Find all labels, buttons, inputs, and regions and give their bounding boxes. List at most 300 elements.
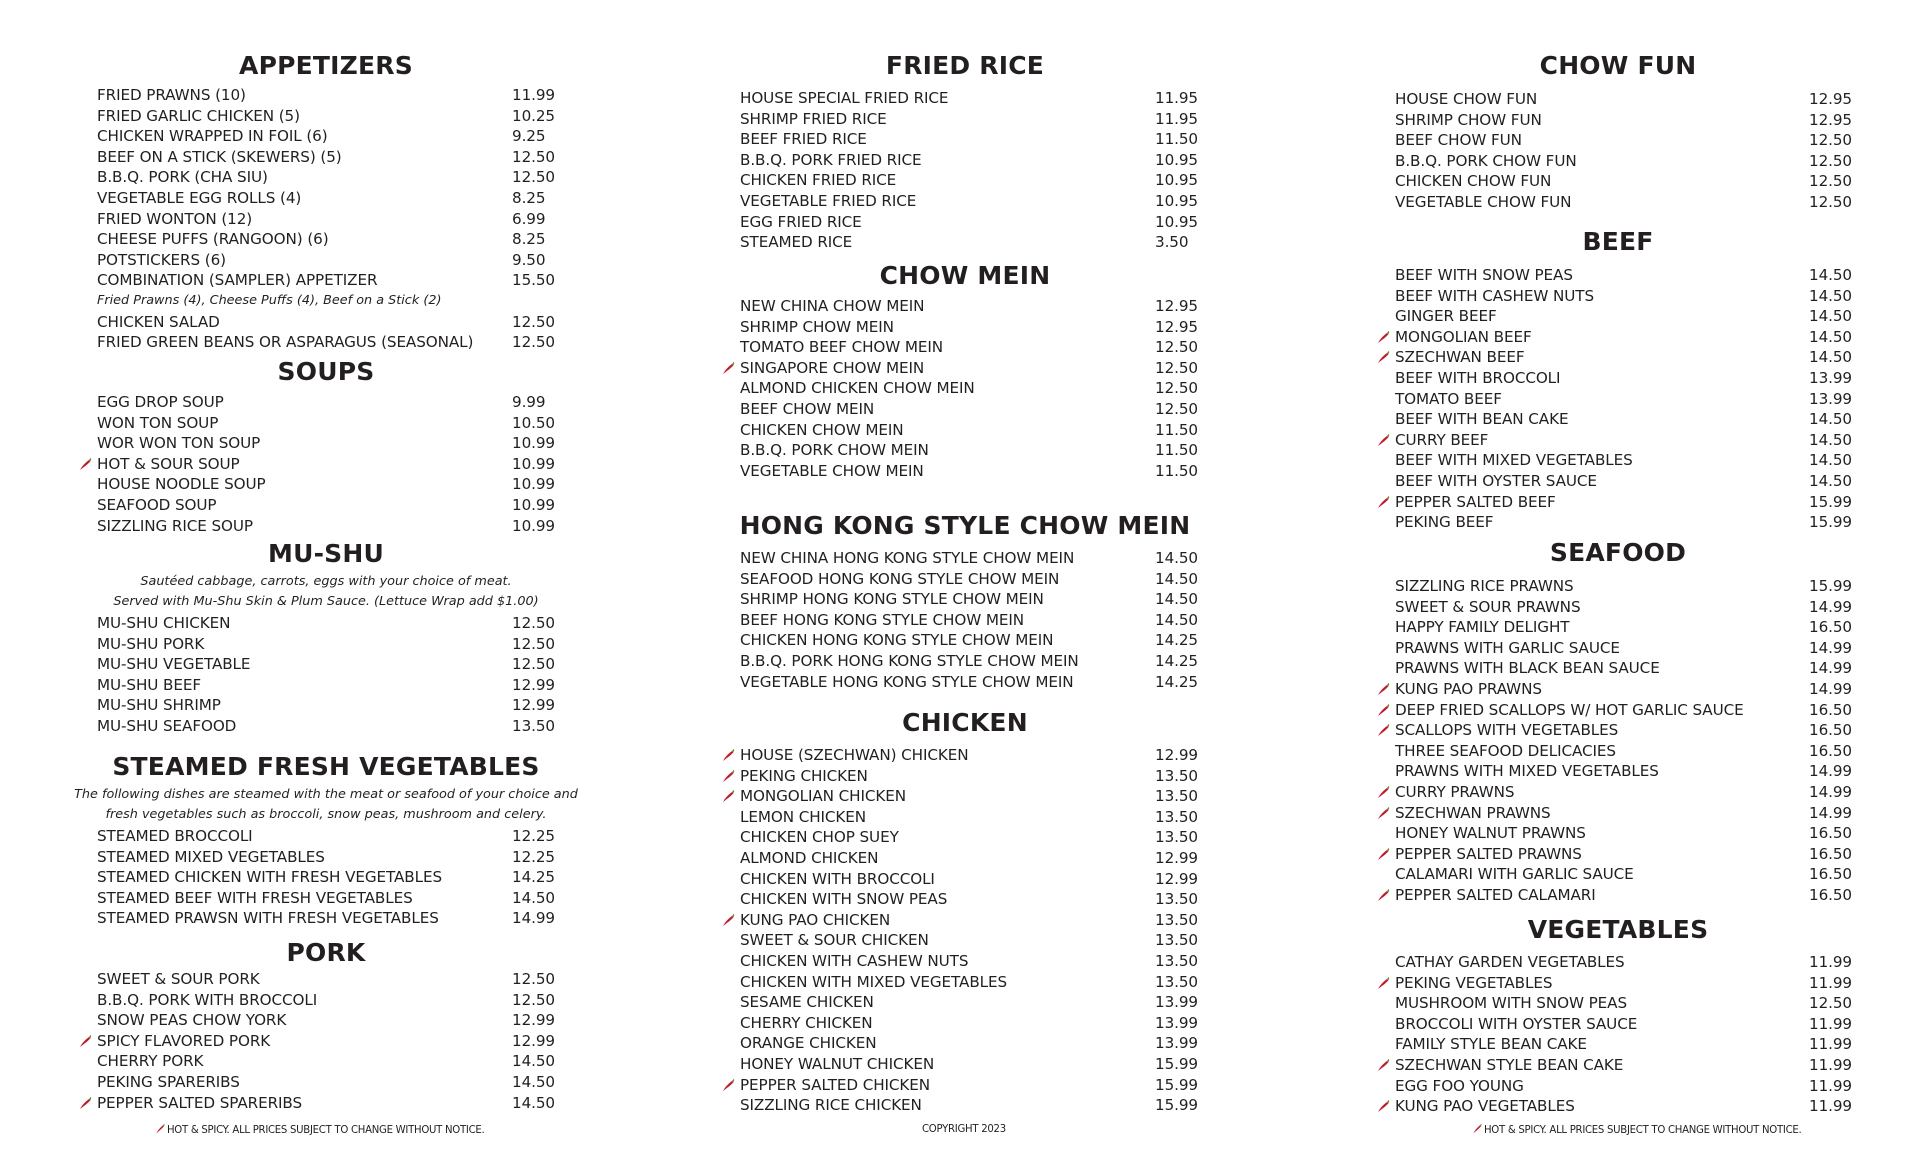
menu-item: [740, 766, 1220, 786]
section-title-chicken: CHICKEN: [902, 708, 1028, 737]
menu-item-price: 10.99: [512, 475, 555, 494]
menu-item: [97, 167, 577, 187]
menu-item-name: HOUSE CHOW FUN: [1395, 90, 1538, 108]
section-title-vegetables: VEGETABLES: [1527, 915, 1709, 944]
menu-item: [97, 969, 577, 989]
menu-item: [1395, 638, 1875, 658]
menu-item-price: 12.50: [1809, 131, 1852, 150]
menu-item-name: LEMON CHICKEN: [740, 807, 867, 826]
menu-item-price: 14.50: [1809, 348, 1852, 367]
menu-item-price: 9.99: [512, 393, 546, 411]
menu-item: [97, 1031, 577, 1051]
menu-item-price: 3.50: [1155, 233, 1189, 252]
menu-item-price: 14.99: [1809, 783, 1852, 801]
menu-item-name: FRIED WONTON (12): [97, 209, 253, 228]
menu-item-name: BROCCOLI WITH OYSTER SAUCE: [1395, 1014, 1638, 1033]
menu-item-name: SCALLOPS WITH VEGETABLES: [1395, 721, 1619, 740]
menu-item: [97, 654, 577, 674]
menu-item: [740, 358, 1220, 378]
menu-item: [740, 672, 1220, 692]
menu-item-name: PRAWNS WITH BLACK BEAN SAUCE: [1395, 659, 1660, 678]
menu-item: [97, 1072, 577, 1092]
menu-item-name: PEKING SPARERIBS: [97, 1073, 240, 1091]
menu-item-price: 12.95: [1155, 317, 1198, 336]
footer-text: COPYRIGHT 2023: [922, 1122, 1006, 1135]
menu-item-price: 13.50: [1155, 828, 1198, 847]
menu-item-name: PRAWNS WITH MIXED VEGETABLES: [1395, 762, 1659, 781]
menu-item: [1395, 368, 1875, 388]
chili-pepper-icon: [1376, 723, 1390, 737]
section-title-seafood: SEAFOOD: [1549, 538, 1687, 567]
menu-item-name: B.B.Q. PORK FRIED RICE: [740, 150, 922, 169]
menu-item: [740, 992, 1220, 1012]
menu-item: [740, 1013, 1220, 1033]
menu-item-price: 16.50: [1809, 618, 1852, 637]
menu-item-name: MU-SHU PORK: [97, 634, 205, 653]
menu-item-name: BEEF HONG KONG STYLE CHOW MEIN: [740, 610, 1024, 629]
menu-item-price: 11.99: [1809, 1056, 1852, 1074]
menu-item-name: CURRY PRAWNS: [1395, 783, 1515, 801]
menu-item-name: PEPPER SALTED CHICKEN: [740, 1075, 931, 1094]
menu-item: [740, 317, 1220, 337]
menu-item-price: 13.99: [1155, 1034, 1198, 1053]
menu-item-price: 12.95: [1809, 90, 1852, 108]
menu-item-price: 12.99: [1155, 869, 1198, 888]
section-title-steamed-fresh-vegetables: STEAMED FRESH VEGETABLES: [112, 752, 540, 781]
menu-item-name: CHICKEN FRIED RICE: [740, 171, 897, 190]
menu-item-price: 10.25: [512, 106, 555, 125]
menu-item: [97, 495, 577, 515]
spicy-legend-footer: [155, 1122, 484, 1137]
menu-item-price: 14.25: [1155, 672, 1198, 691]
menu-item-price: 13.50: [1155, 766, 1198, 785]
menu-item: [97, 1051, 577, 1071]
menu-item-price: 14.50: [1809, 430, 1852, 449]
menu-item: [97, 847, 577, 867]
menu-item-price: 12.50: [512, 147, 555, 166]
menu-item-price: 12.99: [512, 696, 555, 715]
menu-item-price: 16.50: [1809, 824, 1852, 843]
menu-item: [97, 332, 577, 352]
menu-item: [97, 695, 577, 715]
menu-item-name: SEAFOOD HONG KONG STYLE CHOW MEIN: [740, 569, 1060, 588]
menu-item-price: 14.50: [1809, 286, 1852, 305]
menu-item: [97, 634, 577, 654]
menu-item-price: 12.99: [512, 1031, 555, 1050]
menu-item-price: 14.50: [512, 888, 555, 907]
menu-item-name: DEEP FRIED SCALLOPS W/ HOT GARLIC SAUCE: [1395, 700, 1744, 719]
menu-item-name: PEPPER SALTED PRAWNS: [1395, 844, 1582, 863]
section-title-fried-rice: FRIED RICE: [885, 51, 1045, 80]
menu-item: [97, 250, 577, 270]
menu-item-price: 13.50: [1155, 952, 1198, 970]
menu-item-name: SZECHWAN STYLE BEAN CAKE: [1395, 1056, 1624, 1074]
menu-item-name: SZECHWAN PRAWNS: [1395, 803, 1551, 822]
menu-item-price: 10.99: [512, 434, 555, 453]
menu-item-name: CHERRY CHICKEN: [740, 1013, 873, 1032]
menu-item-name: MONGOLIAN CHICKEN: [740, 787, 906, 806]
menu-item-price: 14.50: [1809, 410, 1852, 429]
menu-item-price: 11.99: [1809, 953, 1852, 971]
chili-pepper-icon: [1376, 703, 1390, 717]
menu-item: [97, 209, 577, 229]
menu-item-name: BEEF CHOW MEIN: [740, 400, 875, 418]
menu-item: [1395, 171, 1875, 191]
menu-item-name: STEAMED CHICKEN WITH FRESH VEGETABLES: [97, 868, 443, 887]
menu-item: [1395, 993, 1875, 1013]
menu-item-price: 10.95: [1155, 171, 1198, 190]
menu-item-price: 13.50: [1155, 807, 1198, 826]
menu-item-name: SWEET & SOUR CHICKEN: [740, 931, 929, 950]
menu-item: [1395, 803, 1875, 823]
item-description: Fried Prawns (4), Cheese Puffs (4), Beef on a Stick (2): [97, 293, 442, 308]
menu-item-name: SHRIMP CHOW FUN: [1395, 110, 1542, 129]
menu-item-name: HOT & SOUR SOUP: [97, 454, 240, 473]
menu-item: [740, 1075, 1220, 1095]
menu-item: [740, 651, 1220, 671]
menu-item-name: BEEF WITH MIXED VEGETABLES: [1395, 451, 1633, 470]
menu-item-price: 16.50: [1809, 721, 1852, 740]
menu-item-name: VEGETABLE EGG ROLLS (4): [97, 189, 302, 207]
menu-item-price: 14.50: [1155, 569, 1198, 588]
menu-item-name: NEW CHINA CHOW MEIN: [740, 297, 925, 315]
menu-item: [97, 312, 577, 332]
menu-item-price: 14.99: [1809, 638, 1852, 657]
menu-item: [740, 399, 1220, 419]
chili-pepper-icon: [78, 1096, 92, 1110]
menu-item: [740, 589, 1220, 609]
menu-item: [1395, 1034, 1875, 1054]
menu-item-price: 12.50: [1809, 151, 1852, 170]
menu-item: [97, 867, 577, 887]
menu-item-price: 11.99: [512, 86, 555, 104]
menu-item-price: 6.99: [512, 209, 546, 228]
menu-item: [740, 910, 1220, 930]
menu-item-name: SIZZLING RICE SOUP: [97, 516, 253, 535]
menu-item: [1395, 952, 1875, 972]
menu-item: [97, 392, 577, 412]
menu-item-name: CHICKEN WITH BROCCOLI: [740, 869, 935, 888]
menu-item-price: 14.99: [1809, 680, 1852, 698]
menu-item: [97, 1093, 577, 1113]
menu-item-price: 14.99: [1809, 762, 1852, 781]
menu-item-price: 14.50: [512, 1073, 555, 1091]
menu-item-name: VEGETABLE FRIED RICE: [740, 192, 917, 210]
menu-item-price: 12.25: [512, 847, 555, 866]
menu-item-price: 15.99: [1155, 1055, 1198, 1073]
menu-item-name: CATHAY GARDEN VEGETABLES: [1395, 953, 1625, 971]
menu-item: [1395, 864, 1875, 884]
menu-item-name: HOUSE SPECIAL FRIED RICE: [740, 89, 949, 107]
menu-item-price: 12.50: [512, 312, 555, 331]
menu-item: [1395, 89, 1875, 109]
menu-item-name: KUNG PAO VEGETABLES: [1395, 1097, 1575, 1116]
menu-item: [1395, 327, 1875, 347]
menu-item-price: 16.50: [1809, 700, 1852, 719]
menu-item-price: 12.99: [1155, 849, 1198, 867]
menu-item-price: 14.50: [1155, 549, 1198, 567]
chili-pepper-icon: [1376, 1099, 1390, 1113]
menu-item-price: 11.99: [1809, 1076, 1852, 1095]
chili-pepper-icon: [1376, 888, 1390, 902]
menu-item-price: 14.99: [1809, 597, 1852, 616]
menu-item-price: 14.50: [512, 1052, 555, 1071]
menu-item: [1395, 658, 1875, 678]
menu-item-name: CHICKEN CHOW FUN: [1395, 172, 1552, 191]
footer-text: HOT & SPICY. ALL PRICES SUBJECT TO CHANGE WITHOUT NOTICE.: [166, 1123, 485, 1136]
menu-item: [1395, 347, 1875, 367]
menu-item-name: WON TON SOUP: [97, 413, 219, 432]
menu-item-name: KUNG PAO PRAWNS: [1395, 680, 1542, 698]
menu-item: [740, 807, 1220, 827]
menu-item-name: STEAMED BEEF WITH FRESH VEGETABLES: [97, 888, 413, 907]
menu-item-name: KUNG PAO CHICKEN: [740, 910, 891, 929]
menu-item-name: COMBINATION (SAMPLER) APPETIZER: [97, 271, 378, 290]
menu-item-name: SZECHWAN BEEF: [1395, 348, 1525, 367]
menu-item: [1395, 265, 1875, 285]
menu-item-name: CHICKEN WITH SNOW PEAS: [740, 890, 948, 909]
menu-item: [1395, 823, 1875, 843]
menu-item: [1395, 617, 1875, 637]
menu-item-price: 11.99: [1809, 973, 1852, 992]
menu-item-name: MU-SHU VEGETABLE: [97, 655, 251, 674]
menu-item-name: MONGOLIAN BEEF: [1395, 327, 1532, 346]
menu-item-name: THREE SEAFOOD DELICACIES: [1395, 741, 1616, 760]
chili-pepper-icon: [155, 1123, 165, 1134]
menu-item: [1395, 512, 1875, 532]
section-title-pork: PORK: [286, 938, 366, 967]
menu-item: [1395, 492, 1875, 512]
menu-item-price: 15.50: [512, 271, 555, 290]
menu-item-price: 12.50: [1155, 338, 1198, 357]
menu-item: [740, 869, 1220, 889]
menu-item-name: PEKING CHICKEN: [740, 766, 868, 785]
menu-item-price: 8.25: [512, 189, 546, 207]
menu-item-price: 12.95: [1809, 110, 1852, 129]
menu-item-price: 13.99: [1809, 369, 1852, 387]
menu-item-name: CHICKEN WRAPPED IN FOIL (6): [97, 127, 328, 146]
menu-item: [97, 413, 577, 433]
menu-item-name: CALAMARI WITH GARLIC SAUCE: [1395, 865, 1634, 884]
menu-item-name: PEPPER SALTED BEEF: [1395, 492, 1556, 511]
menu-item: [740, 296, 1220, 316]
menu-item: [1395, 1055, 1875, 1075]
menu-item-name: VEGETABLE HONG KONG STYLE CHOW MEIN: [740, 672, 1074, 691]
menu-item-name: SHRIMP FRIED RICE: [740, 109, 887, 128]
menu-item: [740, 930, 1220, 950]
menu-item-price: 13.50: [512, 717, 555, 735]
chili-pepper-icon: [1376, 976, 1390, 990]
menu-item-name: CURRY BEEF: [1395, 430, 1489, 449]
menu-item-name: POTSTICKERS (6): [97, 250, 226, 269]
menu-item-price: 11.50: [1155, 441, 1198, 460]
menu-item-name: SIZZLING RICE PRAWNS: [1395, 577, 1574, 595]
menu-item-price: 11.50: [1155, 461, 1198, 480]
menu-item-price: 10.95: [1155, 192, 1198, 210]
menu-item-name: SESAME CHICKEN: [740, 993, 874, 1012]
menu-item-price: 12.99: [512, 1011, 555, 1030]
menu-item: [1395, 389, 1875, 409]
menu-item-price: 14.25: [1155, 652, 1198, 670]
section-title-hong-kong-style-chow-mein: HONG KONG STYLE CHOW MEIN: [739, 511, 1191, 540]
menu-item: [1395, 286, 1875, 306]
menu-item: [97, 126, 577, 146]
menu-item-name: VEGETABLE CHOW FUN: [1395, 193, 1572, 211]
menu-item-price: 13.50: [1155, 910, 1198, 929]
footer-text: HOT & SPICY. ALL PRICES SUBJECT TO CHANGE WITHOUT NOTICE.: [1483, 1123, 1802, 1136]
spicy-legend-footer: [1472, 1122, 1801, 1137]
menu-item: [97, 474, 577, 494]
menu-item-price: 12.50: [512, 333, 555, 352]
menu-item: [97, 516, 577, 536]
menu-item: [740, 610, 1220, 630]
menu-item-name: SWEET & SOUR PORK: [97, 970, 260, 988]
section-title-chow-mein: CHOW MEIN: [879, 261, 1051, 290]
menu-item-name: STEAMED MIXED VEGETABLES: [97, 847, 325, 866]
menu-item-name: CHICKEN WITH MIXED VEGETABLES: [740, 972, 1008, 991]
menu-item-price: 10.99: [512, 516, 555, 535]
menu-item: [1395, 741, 1875, 761]
menu-item-name: BEEF FRIED RICE: [740, 130, 867, 149]
menu-item-price: 14.25: [512, 868, 555, 887]
menu-item-name: CHICKEN WITH CASHEW NUTS: [740, 952, 969, 970]
menu-item-name: B.B.Q. PORK CHOW FUN: [1395, 151, 1577, 170]
menu-item: [1395, 130, 1875, 150]
menu-item: [1395, 844, 1875, 864]
menu-item: [1395, 110, 1875, 130]
menu-item: [97, 433, 577, 453]
menu-item-price: 12.50: [1155, 379, 1198, 398]
menu-item: [1395, 576, 1875, 596]
menu-item: [740, 1095, 1220, 1115]
menu-item-name: GINGER BEEF: [1395, 307, 1497, 326]
menu-item-price: 12.50: [1809, 172, 1852, 191]
chili-pepper-icon: [721, 1078, 735, 1092]
menu-item: [1395, 973, 1875, 993]
menu-item-name: BEEF ON A STICK (SKEWERS) (5): [97, 147, 342, 166]
menu-item: [740, 569, 1220, 589]
menu-item: [97, 454, 577, 474]
menu-item-price: 12.95: [1155, 297, 1198, 315]
section-title-soups: SOUPS: [277, 357, 375, 386]
menu-item: [1395, 450, 1875, 470]
menu-item: [740, 212, 1220, 232]
menu-item-name: CHICKEN CHOP SUEY: [740, 828, 899, 847]
menu-item-name: MU-SHU SEAFOOD: [97, 717, 237, 735]
menu-item-price: 12.50: [512, 970, 555, 988]
menu-item: [1395, 885, 1875, 905]
menu-item-price: 12.50: [512, 634, 555, 653]
menu-item-price: 14.99: [1809, 803, 1852, 822]
menu-item: [97, 716, 577, 736]
menu-item-price: 13.50: [1155, 787, 1198, 806]
chili-pepper-icon: [721, 913, 735, 927]
menu-item-name: B.B.Q. PORK (CHA SIU): [97, 168, 268, 187]
menu-item: [97, 990, 577, 1010]
menu-item-name: PEPPER SALTED CALAMARI: [1395, 886, 1596, 904]
menu-item-name: BEEF WITH CASHEW NUTS: [1395, 286, 1594, 305]
menu-item-name: SHRIMP HONG KONG STYLE CHOW MEIN: [740, 590, 1044, 609]
menu-item-price: 14.50: [512, 1093, 555, 1112]
menu-item: [97, 85, 577, 105]
menu-item: [97, 908, 577, 928]
menu-item: [97, 270, 577, 290]
chili-pepper-icon: [1376, 847, 1390, 861]
menu-item-price: 13.99: [1155, 993, 1198, 1012]
menu-item-name: CHICKEN CHOW MEIN: [740, 420, 904, 439]
menu-item: [97, 106, 577, 126]
section-title-mu-shu: MU-SHU: [268, 539, 384, 568]
menu-item: [740, 461, 1220, 481]
menu-item: [1395, 192, 1875, 212]
menu-item-price: 9.50: [512, 250, 546, 269]
menu-item-price: 15.99: [1809, 492, 1852, 511]
menu-item-name: SEAFOOD SOUP: [97, 496, 217, 514]
menu-item: [740, 337, 1220, 357]
menu-item-price: 14.50: [1809, 266, 1852, 284]
menu-item-price: 12.50: [512, 655, 555, 674]
menu-item: [740, 951, 1220, 971]
menu-item: [740, 150, 1220, 170]
menu-item-price: 14.50: [1155, 610, 1198, 629]
menu-item: [1395, 597, 1875, 617]
menu-item-name: ALMOND CHICKEN: [740, 849, 879, 867]
menu-item: [97, 826, 577, 846]
menu-item: [740, 88, 1220, 108]
menu-item-price: 13.99: [1155, 1013, 1198, 1032]
menu-item-name: NEW CHINA HONG KONG STYLE CHOW MEIN: [740, 549, 1075, 567]
menu-item-name: STEAMED BROCCOLI: [97, 827, 253, 845]
menu-item: [740, 972, 1220, 992]
menu-item-price: 10.95: [1155, 150, 1198, 169]
menu-item-name: PEPPER SALTED SPARERIBS: [97, 1093, 303, 1112]
menu-item-name: STEAMED PRAWSN WITH FRESH VEGETABLES: [97, 909, 439, 928]
menu-item-name: SINGAPORE CHOW MEIN: [740, 358, 925, 377]
chili-pepper-icon: [1472, 1123, 1482, 1134]
menu-item-name: EGG FOO YOUNG: [1395, 1076, 1524, 1095]
menu-item-price: 12.50: [512, 990, 555, 1009]
menu-item: [740, 786, 1220, 806]
menu-item: [97, 675, 577, 695]
menu-item: [1395, 409, 1875, 429]
menu-item-price: 13.50: [1155, 890, 1198, 909]
menu-item-price: 12.99: [1155, 746, 1198, 764]
menu-item-price: 15.99: [1809, 577, 1852, 595]
menu-item-name: MU-SHU BEEF: [97, 675, 201, 694]
menu-item-name: BEEF WITH SNOW PEAS: [1395, 266, 1573, 284]
menu-item-name: BEEF CHOW FUN: [1395, 131, 1522, 150]
chili-pepper-icon: [721, 789, 735, 803]
menu-item-name: B.B.Q. PORK WITH BROCCOLI: [97, 990, 318, 1009]
menu-item: [740, 191, 1220, 211]
section-title-beef: BEEF: [1582, 227, 1654, 256]
menu-item-price: 11.99: [1809, 1097, 1852, 1116]
chili-pepper-icon: [721, 748, 735, 762]
menu-item: [740, 1033, 1220, 1053]
menu-item: [1395, 1096, 1875, 1116]
section-description: Sautéed cabbage, carrots, eggs with your choice of meat.: [140, 574, 512, 589]
menu-item-price: 8.25: [512, 230, 546, 249]
menu-item: [1395, 700, 1875, 720]
menu-item-name: BEEF WITH BEAN CAKE: [1395, 410, 1569, 429]
menu-item: [740, 848, 1220, 868]
menu-item-price: 16.50: [1809, 844, 1852, 863]
menu-item: [740, 232, 1220, 252]
menu-item: [740, 378, 1220, 398]
menu-item-price: 11.95: [1155, 89, 1198, 107]
menu-item-name: PRAWNS WITH GARLIC SAUCE: [1395, 638, 1620, 657]
menu-item-name: VEGETABLE CHOW MEIN: [740, 461, 924, 480]
